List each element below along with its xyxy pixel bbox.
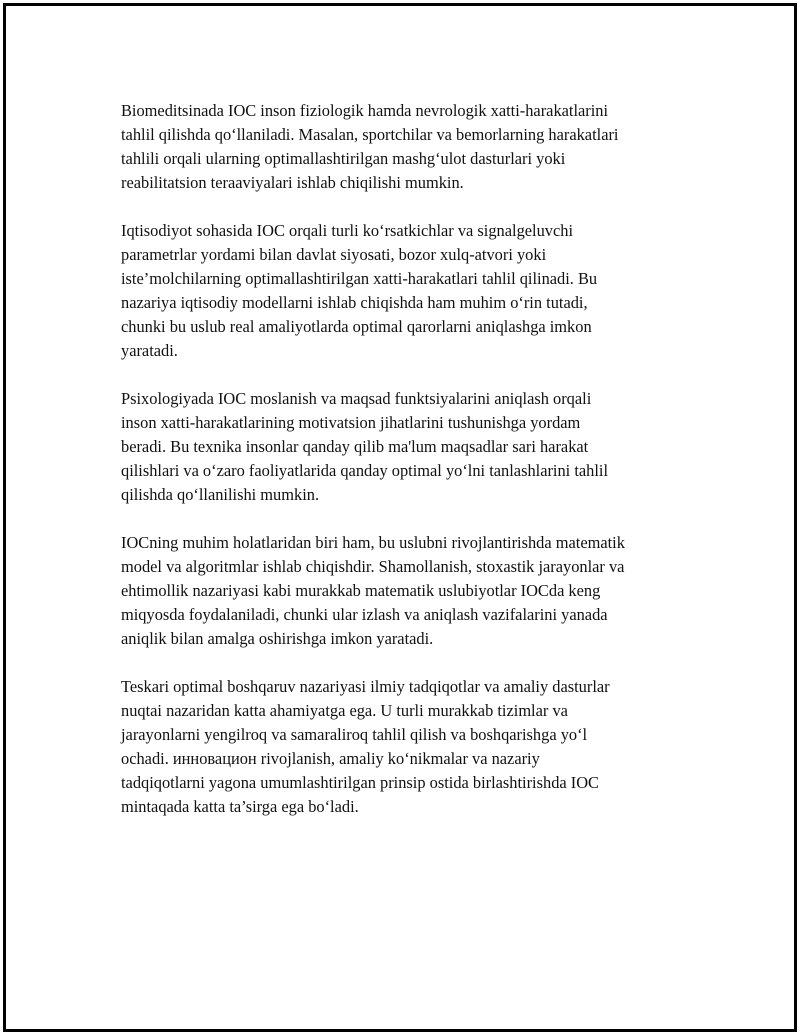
text-line: qilishda qo‘llanilishi mumkin.	[121, 485, 320, 504]
text-line: tahlil qilishda qo‘llaniladi. Masalan, sportchilar va bemorlarning harakatlari	[121, 125, 619, 144]
text-line: Psixologiyada IOC moslanish va maqsad funktsiyalarini aniqlash orqali	[121, 389, 592, 408]
document-page	[3, 3, 797, 1032]
text-line: Teskari optimal boshqaruv nazariyasi ilmiy tadqiqotlar va amaliy dasturlar	[121, 677, 610, 696]
text-line: tahlili orqali ularning optimallashtirilgan mashg‘ulot dasturlari yoki	[121, 149, 566, 168]
text-line: nuqtai nazaridan katta ahamiyatga ega. U turli murakkab tizimlar va	[121, 701, 568, 720]
text-line: chunki bu uslub real amaliyotlarda optimal qarorlarni aniqlashga imkon	[121, 317, 592, 336]
text-line: aniqlik bilan amalga oshirishga imkon yaratadi.	[121, 629, 434, 648]
text-line: model va algoritmlar ishlab chiqishdir. Shamollanish, stoxastik jarayonlar va	[121, 557, 625, 576]
text-line: miqyosda foydalaniladi, chunki ular izlash va aniqlash vazifalarini yanada	[121, 605, 608, 624]
text-line: qilishlari va o‘zaro faoliyatlarida qanday optimal yo‘lni tanlashlarini tahlil	[121, 461, 609, 480]
paragraph-1	[121, 99, 696, 195]
text-line: parametrlar yordami bilan davlat siyosati, bozor xulq-atvori yoki	[121, 245, 547, 264]
text-line: tadqiqotlarni yagona umumlashtirilgan prinsip ostida birlashtirishda IOC	[121, 773, 599, 792]
text-line: Iqtisodiyot sohasida IOC orqali turli ko‘rsatkichlar va signalgeluvchi	[121, 221, 574, 240]
text-line: ehtimollik nazariyasi kabi murakkab matematik uslubiyotlar IOCda keng	[121, 581, 601, 600]
text-line: Biomeditsinada IOC inson fiziologik hamda nevrologik xatti-harakatlarini	[121, 101, 609, 120]
text-line: ochadi. инновацион rivojlanish, amaliy ko‘nikmalar va nazariy	[121, 749, 540, 768]
paragraph-3	[121, 387, 696, 507]
text-line: mintaqada katta ta’sirga ega bo‘ladi.	[121, 797, 359, 816]
text-line: inson xatti-harakatlarining motivatsion jihatlarini tushunishga yordam	[121, 413, 581, 432]
text-line: yaratadi.	[121, 341, 178, 360]
paragraph-2	[121, 219, 696, 363]
text-line: IOCning muhim holatlaridan biri ham, bu uslubni rivojlantirishda matematik	[121, 533, 625, 552]
document-body	[121, 99, 696, 843]
text-line: iste’molchilarning optimallashtirilgan xatti-harakatlari tahlil qilinadi. Bu	[121, 269, 598, 288]
text-line: reabilitatsion teraaviyalari ishlab chiqilishi mumkin.	[121, 173, 464, 192]
paragraph-5	[121, 675, 696, 819]
text-line: beradi. Bu texnika insonlar qanday qilib ma'lum maqsadlar sari harakat	[121, 437, 589, 456]
text-line: jarayonlarni yengilroq va samaraliroq tahlil qilish va boshqarishga yo‘l	[121, 725, 588, 744]
paragraph-4	[121, 531, 696, 651]
text-line: nazariya iqtisodiy modellarni ishlab chiqishda ham muhim o‘rin tutadi,	[121, 293, 588, 312]
